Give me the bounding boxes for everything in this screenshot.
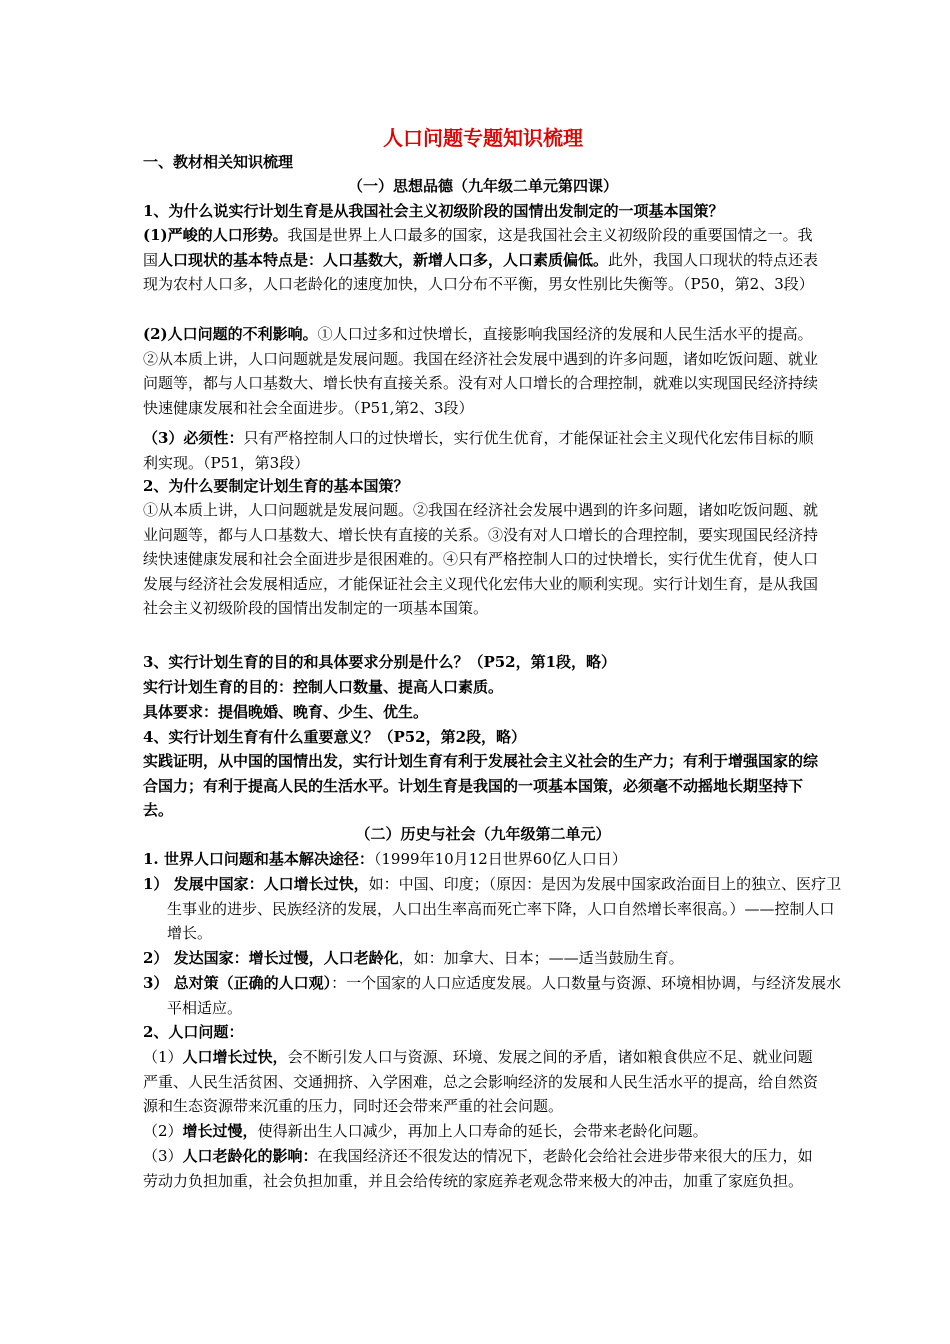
question-3-requirements: 具体要求：提倡晚婚、晚育、少生、优生。 xyxy=(143,703,429,721)
item-2a-label: 人口增长过快， xyxy=(182,1048,288,1066)
item-2a-number: （1） xyxy=(143,1048,183,1066)
paragraph-1-text: 我国是世界上人口最多的国家，这是我国社会主义初级阶段的重要国情之一。我国 xyxy=(143,226,813,269)
item-2b-text: 使得新出生人口减少，再加上人口寿命的延长，会带来老龄化问题。 xyxy=(257,1122,708,1140)
item-1b-text: ，如：加拿大、日本；——适当鼓励生育。 xyxy=(398,949,684,967)
item-1-label: 1. 世界人口问题和基本解决途径： xyxy=(143,850,374,868)
question-2: 2、为什么要制定计划生育的基本国策？ xyxy=(143,477,409,495)
item-2b-number: （2） xyxy=(143,1122,183,1140)
paragraph-2 xyxy=(143,322,823,420)
item-1a-label: 1） 发展中国家：人口增长过快， xyxy=(143,875,369,893)
paragraph-1-bold: 人口现状的基本特点是：人口基数大，新增人口多，人口素质偏低。 xyxy=(158,250,609,269)
question-1: 1、为什么说实行计划生育是从我国社会主义初级阶段的国情出发制定的一项基本国策？ xyxy=(143,202,724,220)
page-title: 人口问题专题知识梳理 xyxy=(383,126,583,150)
part1-heading: （一）思想品德（九年级二单元第四课） xyxy=(347,177,618,195)
item-1b xyxy=(143,946,847,971)
item-2b xyxy=(143,1119,823,1144)
item-2c-number: （3） xyxy=(143,1147,183,1165)
item-2c-text: 在我国经济还不很发达的情况下，老龄化会给社会进步带来很大的压力，如劳动力负担加重，社会负担加重，并且会给传统的家庭养老观念带来极大的冲击，加重了家庭负担。 xyxy=(143,1147,813,1190)
paragraph-2-label: (2)人口问题的不利影响。 xyxy=(143,325,318,343)
item-1-text: （1999年10月12日世界60亿人口日） xyxy=(373,850,627,868)
item-1b-label: 2） 发达国家：增长过慢，人口老龄化 xyxy=(143,949,399,967)
item-1a-text: 如：中国、印度；（原因：是因为发展中国家政治面目上的独立、医疗卫生事业的进步、民族经济的发展，人口出生率高而死亡率下降，人口自然增长率很高。）——控制人口增长。 xyxy=(167,875,842,942)
question-4: 4、实行计划生育有什么重要意义？（P52，第2段，略） xyxy=(143,728,527,746)
item-1c xyxy=(143,971,847,1020)
question-2-answer: ①从本质上讲，人口问题就是发展问题。②我国在经济社会发展中遇到的许多问题，诸如吃饭问题、就业问题等，都与人口基数大、增长快有直接的关系。③没有对人口增长的合理控制，要实现国民经济持续快速健康发展和社会全面进步是很困难的。④只有严格控制人口的过快增长，实行优生优育，使人口发展与经济社会发展相适应，才能保证社会主义现代化宏伟大业的顺利实现。实行计划生育，是从我国社会主义初级阶段的国情出发制定的一项基本国策。 xyxy=(143,501,819,617)
paragraph-1 xyxy=(143,223,823,297)
item-1c-label: 3） 总对策（正确的人口观） xyxy=(143,974,332,992)
item-1a xyxy=(143,872,847,946)
item-2a-text: 会不断引发人口与资源、环境、发展之间的矛盾，诸如粮食供应不足、就业问题严重、人民生活贫困、交通拥挤、入学困难，总之会影响经济的发展和人民生活水平的提高，给自然资源和生态资源带来沉重的压力，同时还会带来严重的社会问题。 xyxy=(143,1048,819,1115)
paragraph-3 xyxy=(143,426,823,475)
item-2c xyxy=(143,1144,823,1193)
item-1c-text: ：一个国家的人口应适度发展。人口数量与资源、环境相协调，与经济发展水平相适应。 xyxy=(167,974,842,1017)
question-3: 3、实行计划生育的目的和具体要求分别是什么？（P52，第1段，略） xyxy=(143,653,617,671)
question-4-answer: 实践证明，从中国的国情出发，实行计划生育有利于发展社会主义社会的生产力；有利于增强国家的综合国力；有利于提高人民的生活水平。计划生育是我国的一项基本国策，必须毫不动摇地长期坚持下去。 xyxy=(143,752,819,819)
item-2b-label: 增长过慢， xyxy=(182,1122,258,1140)
item-2a xyxy=(143,1045,823,1119)
paragraph-1-label: (1)严峻的人口形势。 xyxy=(143,226,288,244)
paragraph-3-text: 只有严格控制人口的过快增长，实行优生优育，才能保证社会主义现代化宏伟目标的顺利实现。（P51，第3段） xyxy=(143,429,814,472)
paragraph-3-label: （3）必须性： xyxy=(143,429,244,447)
part2-heading: （二）历史与社会（九年级第二单元） xyxy=(355,825,611,843)
question-3-purpose: 实行计划生育的目的：控制人口数量、提高人口素质。 xyxy=(143,678,504,696)
item-1 xyxy=(143,847,823,872)
paragraph-2-text: ①人口过多和过快增长，直接影响我国经济的发展和人民生活水平的提高。②从本质上讲，人口问题就是发展问题。我国在经济社会发展中遇到的许多问题，诸如吃饭问题、就业问题等，都与人口基数大、增长快有直接关系。没有对人口增长的合理控制，就难以实现国民经济持续快速健康发展和社会全面进步。（P51,第2、3段） xyxy=(143,325,819,417)
item-2c-label: 人口老龄化的影响： xyxy=(182,1147,318,1165)
item-2: 2、人口问题： xyxy=(143,1023,244,1041)
paragraph-1-text-b: 此外，我国人口现状的特点还表现为农村人口多，人口老龄化的速度加快，人口分布不平衡，男女性别比失衡等。（P50，第2、3段） xyxy=(143,250,819,293)
section-heading: 一、教材相关知识梳理 xyxy=(143,153,294,171)
